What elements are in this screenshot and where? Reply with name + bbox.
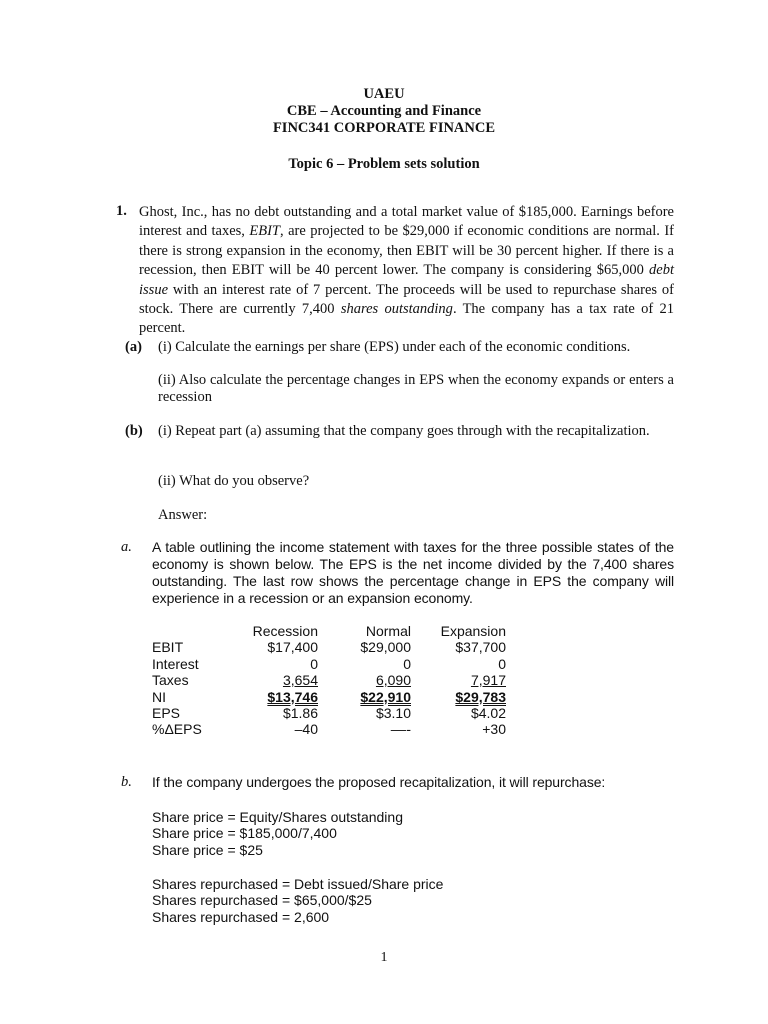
table-row bbox=[152, 672, 506, 688]
income-statement-table bbox=[152, 623, 506, 738]
row-label: Taxes bbox=[152, 672, 189, 689]
page-number: 1 bbox=[380, 950, 388, 965]
calc-line: Share price = $185,000/7,400 bbox=[152, 825, 337, 842]
table-cell: $3.10 bbox=[375, 705, 411, 722]
answer-label: Answer: bbox=[158, 507, 208, 523]
answer-b-text: If the company undergoes the proposed recapitalization, it will repurchase: bbox=[152, 774, 606, 790]
question-number: 1. bbox=[116, 203, 127, 219]
table-cell: $1.86 bbox=[282, 705, 318, 722]
table-cell: +30 bbox=[482, 721, 506, 738]
table-header-cell: Recession bbox=[252, 623, 318, 639]
table-cell: $29,000 bbox=[360, 639, 411, 656]
answer-a-label: a. bbox=[121, 539, 132, 555]
calc-line: Share price = Equity/Shares outstanding bbox=[152, 809, 403, 825]
college-name: CBE – Accounting and Finance bbox=[286, 103, 482, 119]
answer-a-text: A table outlining the income statement with taxes for the three possible states of the economy is shown below. The EPS is the net income divided by the 7,400 shares outstanding. The last row shows the percentage change in EPS the company will experience in a recession or an expansion economy. bbox=[152, 539, 674, 606]
table-cell: $17,400 bbox=[267, 639, 318, 656]
calc-line: Share price = $25 bbox=[152, 841, 263, 858]
calc-line: Shares repurchased = 2,600 bbox=[152, 908, 330, 925]
calc-line: Shares repurchased = Debt issued/Share price bbox=[152, 876, 444, 892]
table-row bbox=[152, 639, 506, 655]
table-cell: $4.02 bbox=[470, 705, 506, 722]
table-cell: 7,917 bbox=[470, 672, 506, 689]
part-b-i: (i) Repeat part (a) assuming that the company goes through with the recapitalization. bbox=[158, 423, 650, 439]
row-label: Interest bbox=[152, 655, 199, 672]
table-cell: $13,746 bbox=[267, 688, 318, 705]
share-price-calculation bbox=[152, 809, 403, 858]
part-b-ii: (ii) What do you observe? bbox=[158, 473, 310, 489]
row-label: EBIT bbox=[152, 639, 184, 656]
table-cell: 6,090 bbox=[375, 672, 411, 689]
table-cell: 0 bbox=[310, 655, 318, 672]
table-row bbox=[152, 656, 506, 672]
part-a-ii: (ii) Also calculate the percentage changes in EPS when the economy expands or enters a recession bbox=[158, 372, 674, 405]
row-label: NI bbox=[152, 688, 166, 705]
part-a-i: (i) Calculate the earnings per share (EPS) under each of the economic conditions. bbox=[158, 339, 631, 355]
part-b-label: (b) bbox=[125, 423, 143, 439]
table-row bbox=[152, 705, 506, 721]
table-row bbox=[152, 689, 506, 705]
university-name: UAEU bbox=[363, 86, 405, 102]
table-cell: $37,700 bbox=[455, 639, 506, 656]
table-cell: 0 bbox=[403, 655, 411, 672]
table-header-cell: Normal bbox=[365, 623, 411, 639]
answer-b-label: b. bbox=[121, 774, 132, 790]
question-text: Ghost, Inc., has no debt outstanding and a total market value of $185,000. Earnings before interest and taxes, EBIT, are projected to be $29,000 if economic conditions are normal. If there is strong expansion in the economy, then EBIT will be 30 percent higher. If there is a recession, then EBIT will be 40 percent lower. The company is considering $65,000 debt issue with an interest rate of 7 percent. The proceeds will be used to repurchase shares of stock. There are currently 7,400 shares outstanding. The company has a tax rate of 21 percent. bbox=[139, 204, 675, 337]
table-cell: 0 bbox=[498, 655, 506, 672]
row-label: EPS bbox=[152, 705, 181, 722]
table-cell: $22,910 bbox=[360, 688, 411, 705]
table-cell: –40 bbox=[294, 721, 318, 738]
table-header-cell: Expansion bbox=[440, 623, 506, 639]
calc-line: Shares repurchased = $65,000/$25 bbox=[152, 892, 372, 909]
shares-repurchased-calculation bbox=[152, 876, 443, 925]
part-a-label: (a) bbox=[125, 339, 142, 355]
row-label: %ΔEPS bbox=[152, 721, 202, 738]
table-cell: $29,783 bbox=[455, 688, 506, 705]
topic-title: Topic 6 – Problem sets solution bbox=[288, 156, 480, 172]
table-header-cell bbox=[152, 623, 238, 639]
document-header bbox=[0, 86, 768, 173]
table-header-row bbox=[152, 623, 506, 639]
table-cell: 3,654 bbox=[282, 672, 318, 689]
table-row bbox=[152, 721, 506, 737]
course-title: FINC341 CORPORATE FINANCE bbox=[272, 120, 496, 136]
table-cell: ––- bbox=[390, 721, 411, 738]
